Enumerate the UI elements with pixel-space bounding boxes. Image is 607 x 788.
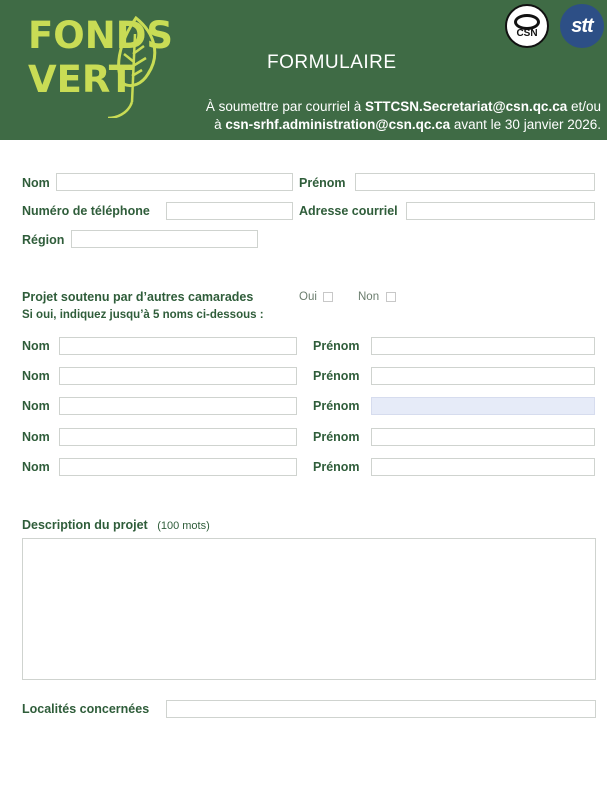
telephone-field[interactable] [166, 202, 293, 220]
camarade-1-nom-field[interactable] [59, 337, 297, 355]
camarade-2-nom-field[interactable] [59, 367, 297, 385]
courriel-label: Adresse courriel [299, 204, 398, 218]
description-hint: (100 mots) [157, 520, 210, 532]
submit-email-1: STTCSN.Secretariat@csn.qc.ca [364, 99, 568, 114]
camarade-prenom-label: Prénom [313, 399, 360, 413]
logo-line1: FONDS [28, 14, 174, 57]
stt-logo [560, 4, 604, 48]
csn-logo [505, 4, 549, 48]
submit-line2-prefix: à [214, 117, 226, 132]
camarade-2-prenom-field[interactable] [371, 367, 595, 385]
camarade-prenom-label: Prénom [313, 430, 360, 444]
camarade-1-prenom-field[interactable] [371, 337, 595, 355]
submit-prefix: À soumettre par courriel à [205, 99, 365, 114]
camarade-nom-label: Nom [22, 460, 50, 474]
prenom-field[interactable] [355, 173, 595, 191]
description-label [22, 518, 210, 532]
localites-label: Localités concernées [22, 702, 150, 716]
logo-line2: VERT [28, 58, 134, 101]
camarade-4-prenom-field[interactable] [371, 428, 595, 446]
region-field[interactable] [71, 230, 258, 248]
camarade-prenom-label: Prénom [313, 460, 360, 474]
prenom-label: Prénom [299, 176, 346, 190]
camarade-5-prenom-field[interactable] [371, 458, 595, 476]
camarade-3-nom-field[interactable] [59, 397, 297, 415]
localites-field[interactable] [166, 700, 596, 718]
non-label: Non [358, 291, 380, 303]
camarade-3-prenom-field[interactable] [371, 397, 595, 415]
description-textarea[interactable] [22, 538, 596, 680]
camarade-prenom-label: Prénom [313, 339, 360, 353]
description-label-text: Description du projet [22, 518, 148, 532]
telephone-label: Numéro de téléphone [22, 204, 150, 218]
submit-suffix: avant le 30 janvier 2026. [450, 117, 601, 132]
support-instruction: Si oui, indiquez jusqu’à 5 noms ci-dessous : [22, 309, 264, 321]
submit-mid: et/ou [567, 99, 601, 114]
camarade-5-nom-field[interactable] [59, 458, 297, 476]
oui-checkbox[interactable] [323, 292, 333, 302]
courriel-field[interactable] [406, 202, 595, 220]
leaf-icon [108, 14, 164, 118]
camarade-nom-label: Nom [22, 339, 50, 353]
camarade-4-nom-field[interactable] [59, 428, 297, 446]
support-question: Projet soutenu par d’autres camarades [22, 290, 254, 304]
submit-email-2: csn-srhf.administration@csn.qc.ca [225, 117, 451, 132]
non-checkbox[interactable] [386, 292, 396, 302]
camarade-nom-label: Nom [22, 399, 50, 413]
stt-logo-text: stt [571, 14, 593, 37]
form-title: FORMULAIRE [267, 52, 397, 73]
oui-label: Oui [299, 291, 317, 303]
csn-logo-text: CSN [516, 27, 538, 39]
nom-field[interactable] [56, 173, 293, 191]
camarade-prenom-label: Prénom [313, 369, 360, 383]
region-label: Région [22, 233, 65, 247]
nom-label: Nom [22, 176, 50, 190]
submit-instructions [206, 98, 601, 134]
header-banner [0, 0, 607, 140]
camarade-nom-label: Nom [22, 430, 50, 444]
camarade-nom-label: Nom [22, 369, 50, 383]
